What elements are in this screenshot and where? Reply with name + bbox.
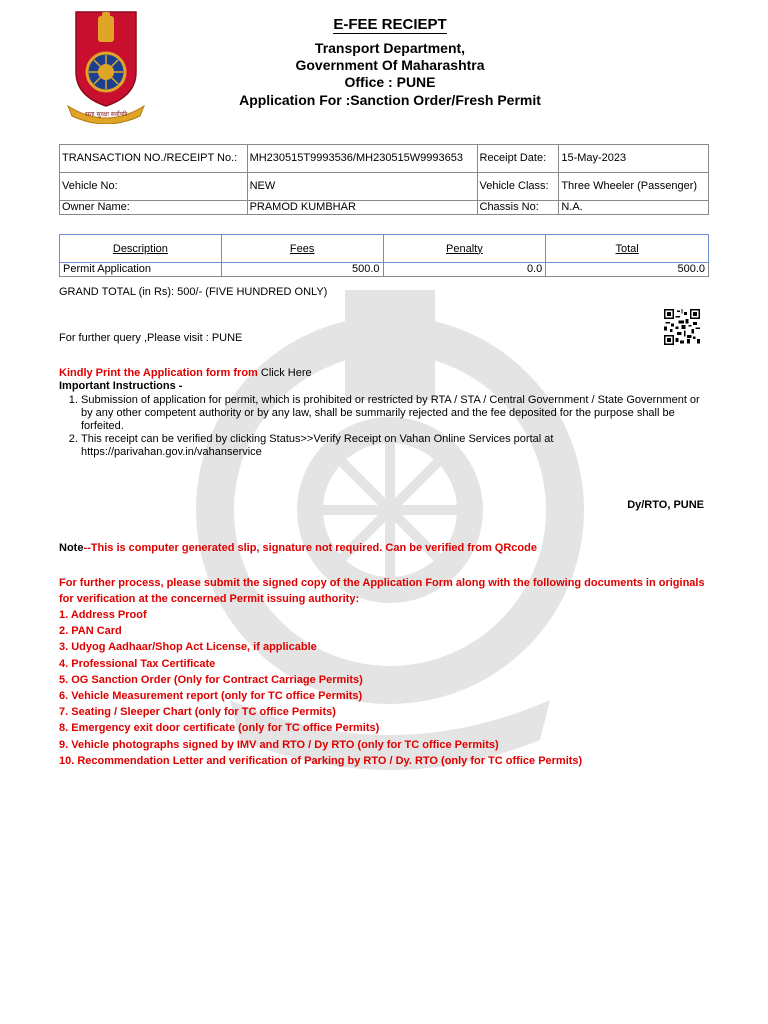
list-item: 3. Udyog Aadhaar/Shop Act License, if applicable — [59, 641, 317, 654]
print-line — [59, 367, 312, 380]
documents-list — [59, 607, 582, 769]
print-link[interactable]: Click Here — [260, 367, 312, 379]
fees-table — [59, 234, 709, 277]
government-name: Government Of Maharashtra — [295, 57, 485, 73]
note-text: --This is computer generated slip, signature not required. Can be verified from QRcode — [83, 542, 537, 554]
list-item: 4. Professional Tax Certificate — [59, 657, 216, 670]
col-total: Total — [546, 235, 709, 263]
table-row — [60, 145, 709, 173]
cell-total: 500.0 — [546, 263, 709, 277]
cell-description: Permit Application — [60, 263, 222, 277]
print-text: Kindly Print the Application form from — [59, 367, 258, 379]
note — [59, 542, 537, 555]
signatory: Dy/RTO, PUNE — [627, 499, 704, 511]
instructions-heading: Important Instructions - — [59, 380, 183, 392]
receipt-date-value: 15-May-2023 — [559, 145, 709, 173]
vehicle-no-value: NEW — [247, 173, 477, 201]
further-process: For further process, please submit the signed copy of the Application Form along with the following documents in originals for verification at the concerned Permit issuing authority: — [59, 577, 705, 605]
office-name: Office : PUNE — [344, 74, 436, 90]
vehicle-no-label: Vehicle No: — [60, 173, 248, 201]
list-item: 10. Recommendation Letter and verification of Parking by RTO / Dy. RTO (only for TC office Permits) — [59, 754, 583, 767]
owner-label: Owner Name: — [60, 201, 248, 215]
list-item: 7. Seating / Sleeper Chart (only for TC office Permits) — [59, 706, 336, 719]
list-item: 8. Emergency exit door certificate (only for TC office Permits) — [59, 722, 380, 735]
col-penalty: Penalty — [383, 235, 546, 263]
table-row — [60, 263, 709, 277]
department-name: Transport Department, — [314, 40, 466, 56]
list-item: 2. This receipt can be verified by clicking Status>>Verify Receipt on Vahan Online Services portal at https://parivahan.gov.in/vahanservice — [81, 433, 701, 459]
list-item: 9. Vehicle photographs signed by IMV and RTO / Dy RTO (only for TC office Permits) — [59, 738, 499, 751]
qr-code — [664, 309, 700, 345]
table-header-row — [60, 235, 709, 263]
grand-total: GRAND TOTAL (in Rs): 500/- (FIVE HUNDRED ONLY) — [59, 286, 328, 298]
list-item: 1. Submission of application for permit, which is prohibited or restricted by RTA / STA / Central Government / State Government or by any other competent authority or by any law, shall be summarily rejected and the fee deposited for the purpose shall be forfeited. — [81, 394, 701, 433]
col-fees: Fees — [221, 235, 383, 263]
list-item: 6. Vehicle Measurement report (only for TC office Permits) — [59, 690, 363, 703]
receipt-title: E-FEE RECIEPT — [333, 16, 447, 33]
owner-value: PRAMOD KUMBHAR — [247, 201, 477, 215]
txn-value: MH230515T9993536/MH230515W9993653 — [247, 145, 477, 173]
receipt-date-label: Receipt Date: — [477, 145, 559, 173]
list-item: 2. PAN Card — [59, 625, 122, 638]
chassis-label: Chassis No: — [477, 201, 559, 215]
instructions-list — [62, 394, 701, 459]
vehicle-class-label: Vehicle Class: — [477, 173, 559, 201]
list-item: 1. Address Proof — [59, 609, 147, 621]
department-logo — [62, 6, 150, 124]
logo-motto: रस्ता सुरक्षा सर्वोपरि — [84, 111, 128, 118]
query-text: For further query ,Please visit : PUNE — [59, 332, 243, 344]
table-row — [60, 173, 709, 201]
cell-fees: 500.0 — [221, 263, 383, 277]
vehicle-class-value: Three Wheeler (Passenger) — [559, 173, 709, 201]
table-row — [60, 201, 709, 215]
txn-label: TRANSACTION NO./RECEIPT No.: — [60, 145, 248, 173]
application-for: Application For :Sanction Order/Fresh Permit — [239, 92, 541, 108]
cell-penalty: 0.0 — [383, 263, 546, 277]
note-label: Note — [59, 542, 84, 554]
receipt-info-table — [59, 144, 709, 215]
chassis-value: N.A. — [559, 201, 709, 215]
list-item: 5. OG Sanction Order (Only for Contract Carriage Permits) — [59, 673, 363, 686]
col-description: Description — [60, 235, 222, 263]
